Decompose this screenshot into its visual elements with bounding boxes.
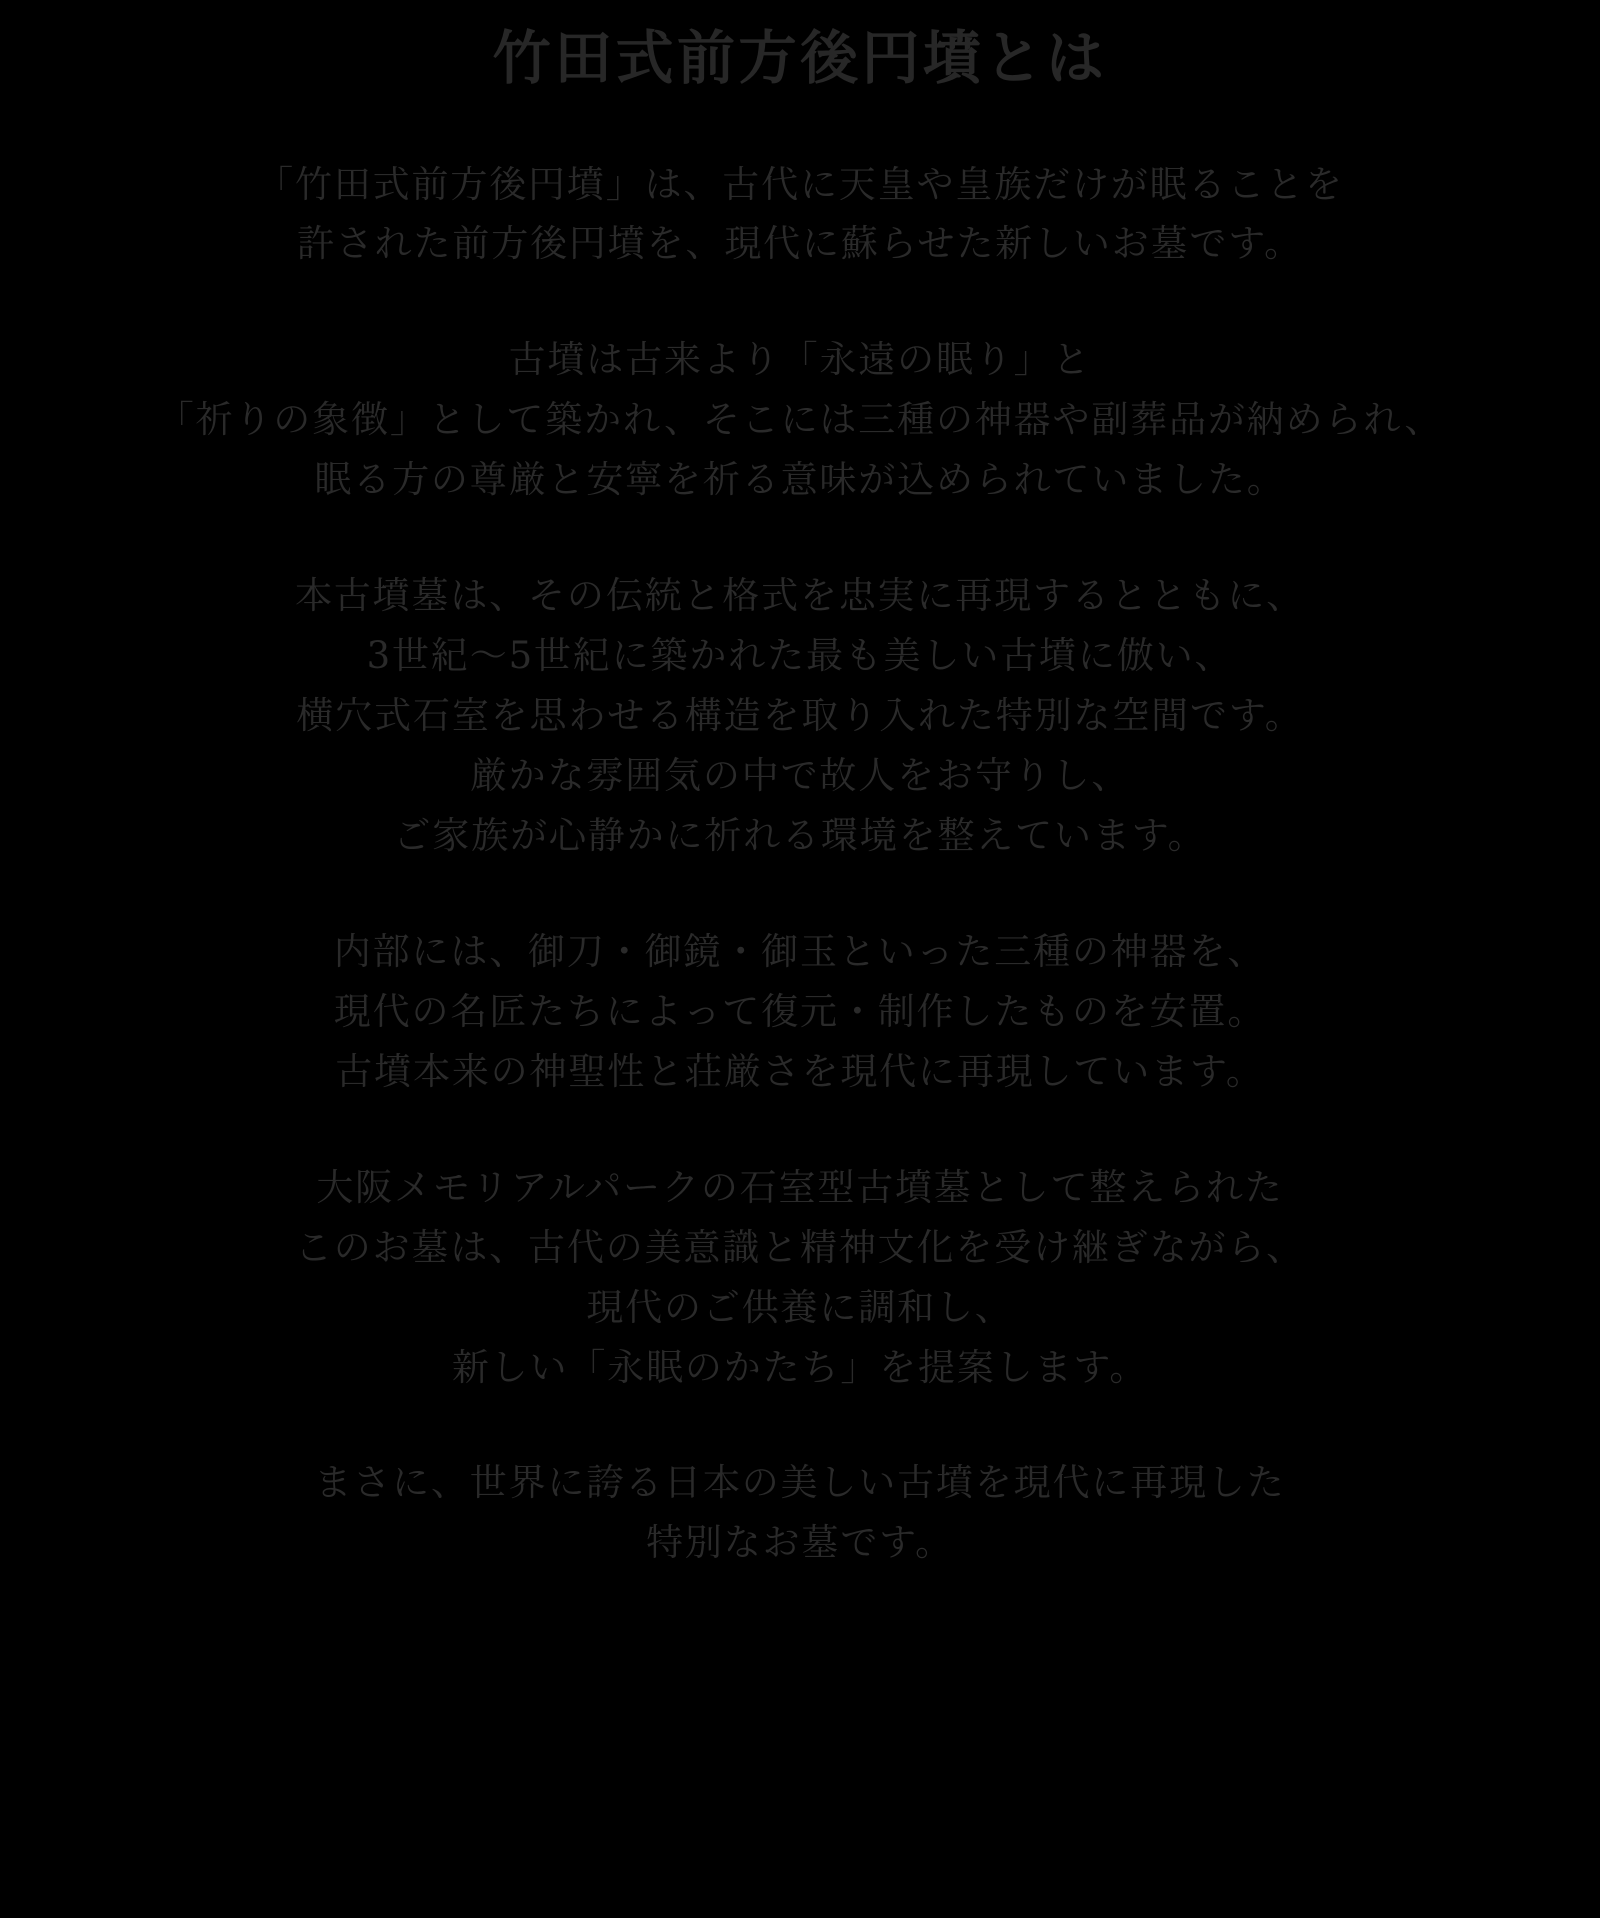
paragraph-spacer bbox=[0, 1397, 1600, 1453]
paragraph-line: 大阪メモリアルパークの石室型古墳墓として整えられた bbox=[316, 1165, 1284, 1209]
paragraph-line: 横穴式石室を思わせる構造を取り入れた特別な空間です。 bbox=[296, 694, 1304, 738]
paragraph-spacer bbox=[0, 866, 1600, 922]
paragraph-structure bbox=[0, 566, 1600, 866]
paragraph-park bbox=[0, 1158, 1600, 1398]
paragraph-spacer bbox=[0, 274, 1600, 330]
paragraph-line: 古墳は古来より「永遠の眠り」と bbox=[508, 338, 1092, 382]
paragraph-line: 内部には、御刀・御鏡・御玉といった三種の神器を、 bbox=[333, 929, 1267, 973]
paragraph-line: 「祈りの象徴」として築かれ、そこには三種の神器や副葬品が納められ、 bbox=[156, 398, 1444, 442]
paragraph-spacer bbox=[0, 510, 1600, 566]
paragraph-line: 3世紀〜5世紀に築かれた最も美しい古墳に倣い、 bbox=[366, 634, 1234, 678]
document-page bbox=[0, 22, 1600, 1918]
paragraph-line: 新しい「永眠のかたち」を提案します。 bbox=[451, 1345, 1149, 1389]
paragraph-line: 特別なお墓です。 bbox=[646, 1521, 954, 1565]
paragraph-line: 許された前方後円墳を、現代に蘇らせた新しいお墓です。 bbox=[296, 222, 1304, 266]
paragraph-line: 現代のご供養に調和し、 bbox=[586, 1285, 1014, 1329]
paragraph-line: 古墳本来の神聖性と荘厳さを現代に再現しています。 bbox=[335, 1049, 1265, 1093]
paragraph-line: 厳かな雰囲気の中で故人をお守りし、 bbox=[469, 754, 1131, 797]
paragraph-spacer bbox=[0, 1102, 1600, 1158]
paragraph-line: このお墓は、古代の美意識と精神文化を受け継ぎながら、 bbox=[294, 1225, 1306, 1269]
paragraph-line: 現代の名匠たちによって復元・制作したものを安置。 bbox=[333, 989, 1267, 1033]
paragraph-intro bbox=[0, 155, 1600, 275]
paragraph-line: まさに、世界に誇る日本の美しい古墳を現代に再現した bbox=[314, 1461, 1286, 1505]
paragraph-treasures bbox=[0, 922, 1600, 1102]
paragraph-line: 本古墳墓は、その伝統と格式を忠実に再現するとともに、 bbox=[294, 574, 1306, 618]
document-content bbox=[0, 22, 1600, 1573]
page-title: 竹田式前方後円墳とは bbox=[492, 24, 1108, 92]
paragraph-line: 「竹田式前方後円墳」は、古代に天皇や皇族だけが眠ることを bbox=[256, 162, 1344, 206]
paragraph-line: 眠る方の尊厳と安寧を祈る意味が込められていました。 bbox=[314, 458, 1286, 502]
paragraph-tradition bbox=[0, 330, 1600, 510]
paragraph-line: ご家族が心静かに祈れる環境を整えています。 bbox=[393, 813, 1207, 857]
paragraph-closing bbox=[0, 1453, 1600, 1573]
